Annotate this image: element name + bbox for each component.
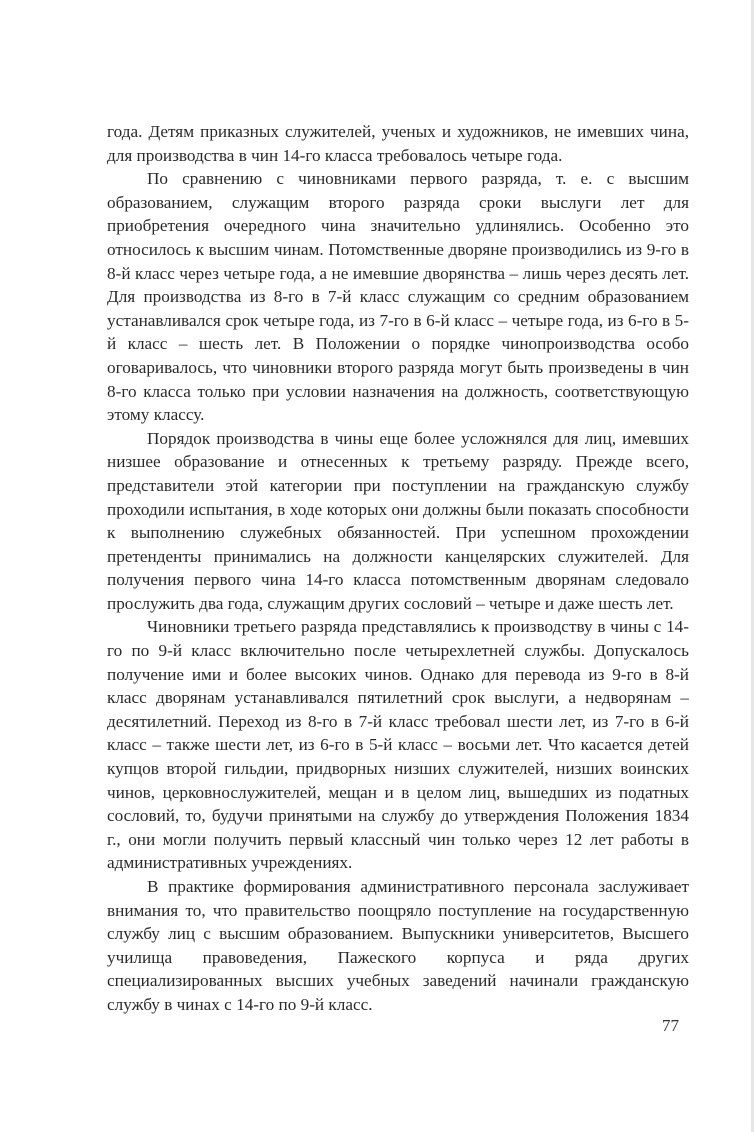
paragraph-continuation: года. Детям приказных служителей, ученых и художников, не имевших чина, для производства в чин 14-го класса требовалось четыре года. (107, 122, 689, 165)
body-text (107, 120, 689, 1017)
paragraph-third-rank-order: Порядок производства в чины еще более усложнялся для лиц, имевших низшее образование и отнесенных к третьему разряду. Прежде всего, представители этой категории при поступлении на гражданскую службу проходили испытания, в ходе которых они должны были показать способности к выполнению служебных обязанностей. При успешном прохождении претенденты принимались на должности канцелярских служителей. Для получения первого чина 14-го класса потомственным дворянам следовало прослужить два года, служащим других сословий – четыре и даже шесть лет. (107, 428, 689, 613)
paragraph-second-rank: По сравнению с чиновниками первого разряда, т. е. с высшим образованием, служащим второго разряда сроки выслуги лет для приобретения очередного чина значительно удлинялись. Особенно это относилось к высшим чинам. Потомственные дворяне производились из 9-го в 8-й класс через четыре года, а не имевшие дворянства – лишь через десять лет. Для производства из 8-го в 7-й класс служащим со средним образованием устанавливался срок четыре года, из 7-го в 6-й класс – четыре года, из 6-го в 5-й класс – шесть лет. В Положении о порядке чинопроизводства особо оговаривалось, что чиновники второго разряда могут быть произведены в чин 8-го класса только при условии назначения на должность, соответствующую этому классу. (107, 169, 689, 425)
paragraph-third-rank-promotion: Чиновники третьего разряда представлялись к производству в чины с 14-го по 9-й класс включительно после четырехлетней службы. Допускалось получение ими и более высоких чинов. Однако для перевода из 9-го в 8-й класс дворянам устанавливался пятилетний срок выслуги, а недворянам – десятилетний. Переход из 8-го в 7-й класс требовал шести лет, из 7-го в 6-й класс – также шести лет, из 6-го в 5-й класс – восьми лет. Что касается детей купцов второй гильдии, придворных низших служителей, низших воинских чинов, церковнослужителей, мещан и в целом лиц, вышедших из податных сословий, то, будучи принятыми на службу до утверждения Положения 1834 г., они могли получить первый классный чин только через 12 лет работы в административных учреждениях. (107, 617, 689, 873)
page-number: 77 (662, 1016, 679, 1035)
paragraph-higher-education: В практике формирования административного персонала заслуживает внимания то, что правительство поощряло поступление на государственную службу лиц с высшим образованием. Выпускники университетов, Высшего училища правоведения, Пажеского корпуса и ряда других специализированных высших учебных заведений начинали гражданскую службу в чинах с 14-го по 9-й класс. (107, 877, 689, 1014)
